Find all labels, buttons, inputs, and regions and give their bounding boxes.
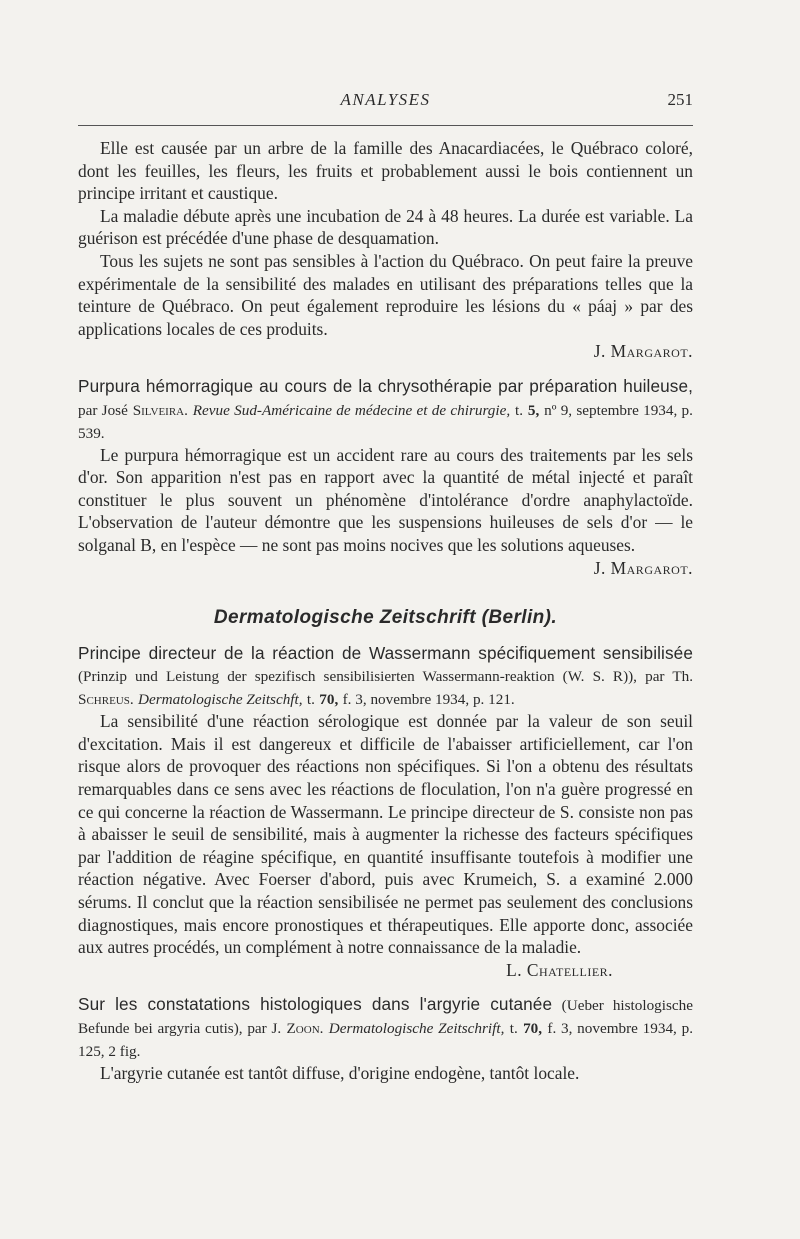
article1-signature: J. Margarot.	[593, 341, 693, 362]
page-body	[78, 137, 693, 1085]
article3-signature-line	[78, 959, 693, 982]
journal-section-heading: Dermatologische Zeitschrift (Berlin).	[213, 607, 558, 629]
article4-paragraph-1: L'argyrie cutanée est tantôt diffuse, d'origine endogène, tantôt locale.	[100, 1063, 580, 1084]
article4-journal: Dermatologische Zeitschrift,	[328, 1020, 505, 1038]
article3-paragraph-1: La sensibilité d'une réaction sérologique est donnée par la valeur de son seuil d'excitation. Mais il est dangereux et difficile de l'abaisser artificiellement, car l'on risque alors de provoquer des réactions non spécifiques. Si l'on a obtenu des résultats remarquables dans ce sens avec les réactions de floculation, l'on n'a guère progressé en ce qui concerne la réaction de Wassermann. Le principe directeur de S. consiste non pas à abaisser le seuil de sensibilité, mais à augmenter la richesse des facteurs spécifiques par l'addition de réagine spécifique, en quantité insuffisante toutefois à modifier une réaction négative. Avec Foerser d'abord, puis avec Krumeich, S. a examiné 2.000 sérums. Il conclut que la réaction sensibilisée ne permet pas seulement des conclusions diagnostiques, mais encore pronostiques et thérapeutiques. Elle apporte donc, associée aux autres procédés, un complément à notre connaissance de la maladie.	[78, 711, 693, 958]
article4-title: Sur les constatations histologiques dans l'argyrie cutanée	[78, 994, 553, 1015]
article1-paragraph-3: Tous les sujets ne sont pas sensibles à l'action du Québraco. On peut faire la preuve expérimentale de la sensibilité des malades en utilisant des préparations telles que la teinture de Québraco. On peut également reproduire les lésions du « páaj » par des applications locales de ces produits.	[78, 250, 693, 339]
article4-ref-t: t.	[509, 1020, 518, 1038]
article3-signature: L. Chatellier.	[506, 959, 613, 980]
page-header	[78, 90, 693, 118]
article2-volume: 5,	[527, 401, 540, 419]
article2-heading	[78, 375, 693, 444]
article2-signature-line	[78, 557, 693, 580]
article4-heading	[78, 993, 693, 1062]
article3-ref-a: (Prinzip und Leistung der spezifisch sensibilisierten Wassermann-reaktion (W. S. R)), par Th.	[78, 668, 693, 686]
article2-ref-rest: nº 9, septembre 1934, p. 539.	[78, 401, 693, 442]
article4-ref-rest: f. 3, novembre 1934, p. 125, 2 fig.	[78, 1020, 693, 1061]
article2-journal: Revue Sud-Américaine de médecine et de chirurgie,	[192, 401, 511, 419]
article2-ref-t: t.	[515, 401, 524, 419]
article3-title: Principe directeur de la réaction de Wassermann spécifiquement sensibilisée	[78, 642, 693, 663]
article1-paragraph-1: Elle est causée par un arbre de la famille des Anacardiacées, le Québraco coloré, dont les feuilles, les fleurs, les fruits et probablement aussi le bois contiennent un principe irritant et caustique.	[78, 138, 693, 204]
article2-title: Purpura hémorragique au cours de la chrysothérapie par préparation huileuse,	[78, 375, 693, 396]
article2-author: Silveira.	[132, 401, 188, 419]
article2-ref-par: par José	[78, 401, 128, 419]
article2-paragraph-1: Le purpura hémorragique est un accident rare au cours des traitements par les sels d'or. Son apparition n'est pas en rapport avec la quantité de métal injecté et paraît constituer le plus souvent un phénomène d'intolérance d'ordre anaphylactoïde. L'observation de l'auteur démontre que les suspensions huileuses de sels d'or — le solganal B, en l'espèce — ne sont pas moins nocives que les solutions aqueuses.	[78, 444, 693, 555]
article3-volume: 70,	[319, 691, 339, 709]
article2-signature: J. Margarot.	[593, 557, 693, 578]
article4-ref-a: (Ueber histologische Befunde bei argyria cutis), par J.	[78, 997, 693, 1038]
article1-paragraph-2: La maladie débute après une incubation de 24 à 48 heures. La durée est variable. La guérison est précédée d'une phase de desquamation.	[78, 205, 693, 249]
article3-ref-rest: f. 3, novembre 1934, p. 121.	[342, 691, 515, 709]
header-rule	[78, 125, 693, 126]
article3-ref-t: t.	[306, 691, 315, 709]
article3-journal: Dermatologische Zeitschft,	[138, 691, 303, 709]
page-number: 251	[667, 90, 693, 109]
article4-volume: 70,	[523, 1020, 543, 1038]
running-title: ANALYSES	[340, 90, 431, 109]
article1-signature-line	[78, 340, 693, 363]
article4-author: Zoon.	[286, 1020, 324, 1038]
article3-heading	[78, 642, 693, 711]
article3-author: Schreus.	[78, 691, 134, 709]
